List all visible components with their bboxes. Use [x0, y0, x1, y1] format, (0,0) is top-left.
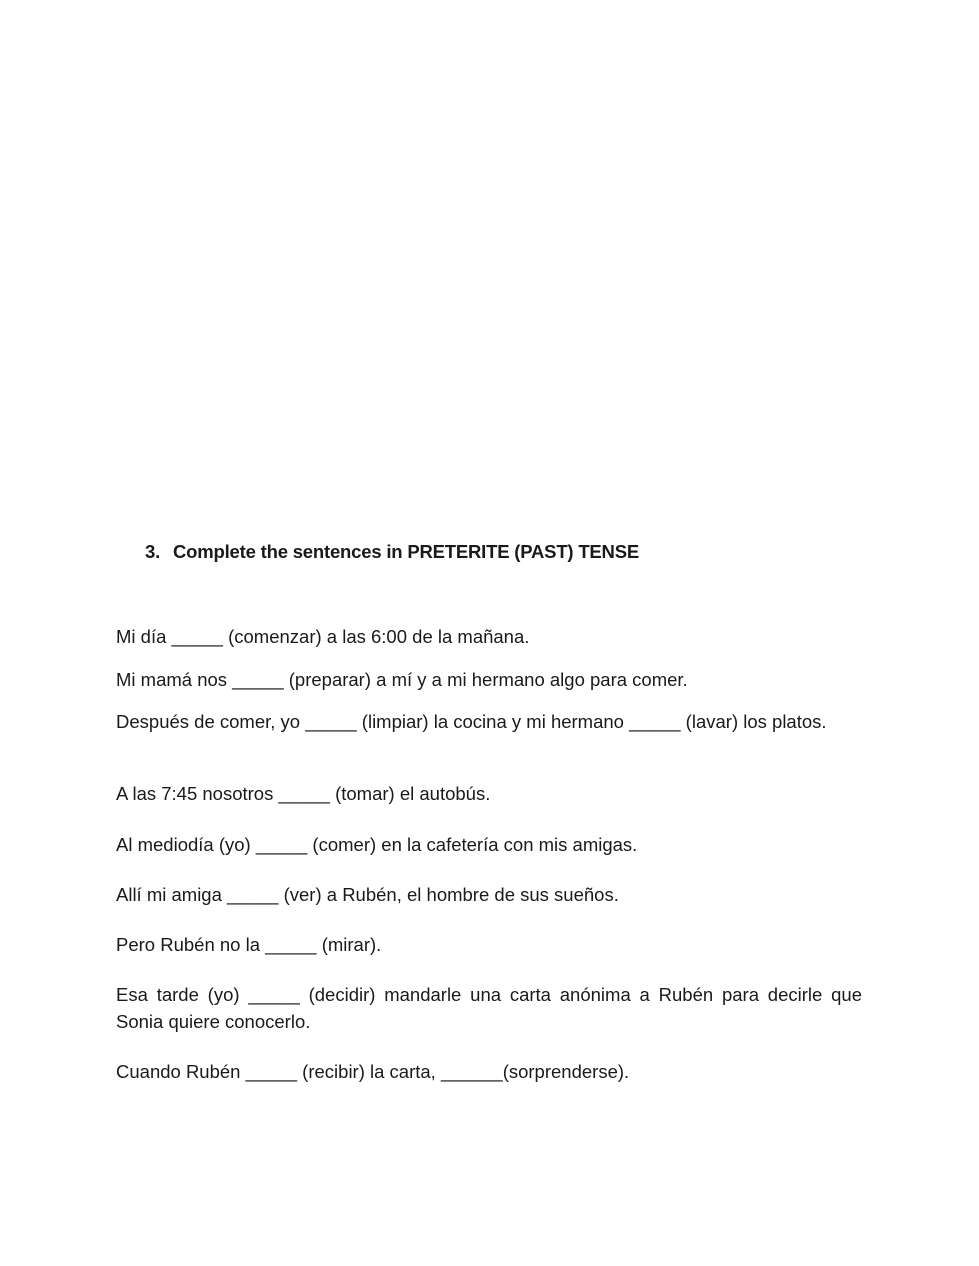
- exercise-number: 3.: [145, 541, 161, 562]
- sentence-6: Allí mi amiga _____ (ver) a Rubén, el hombre de sus sueños.: [116, 884, 619, 905]
- sentence-2: Mi mamá nos _____ (preparar) a mí y a mi hermano algo para comer.: [116, 669, 688, 690]
- exercise-heading: [145, 541, 639, 563]
- sentence-9: Cuando Rubén _____ (recibir) la carta, ______(sorprenderse).: [116, 1061, 630, 1082]
- sentence-4: A las 7:45 nosotros _____ (tomar) el autobús.: [116, 783, 491, 804]
- sentence-1: Mi día _____ (comenzar) a las 6:00 de la mañana.: [116, 626, 530, 647]
- sentence-3: Después de comer, yo _____ (limpiar) la cocina y mi hermano _____ (lavar) los platos.: [116, 711, 827, 732]
- sentence-8: Esa tarde (yo) _____ (decidir) mandarle una carta anónima a Rubén para decirle que Sonia quiere conocerlo.: [116, 984, 862, 1032]
- exercise-title: Complete the sentences in PRETERITE (PAST) TENSE: [173, 541, 639, 562]
- sentence-7: Pero Rubén no la _____ (mirar).: [116, 934, 382, 955]
- sentence-5: Al mediodía (yo) _____ (comer) en la cafetería con mis amigas.: [116, 834, 638, 855]
